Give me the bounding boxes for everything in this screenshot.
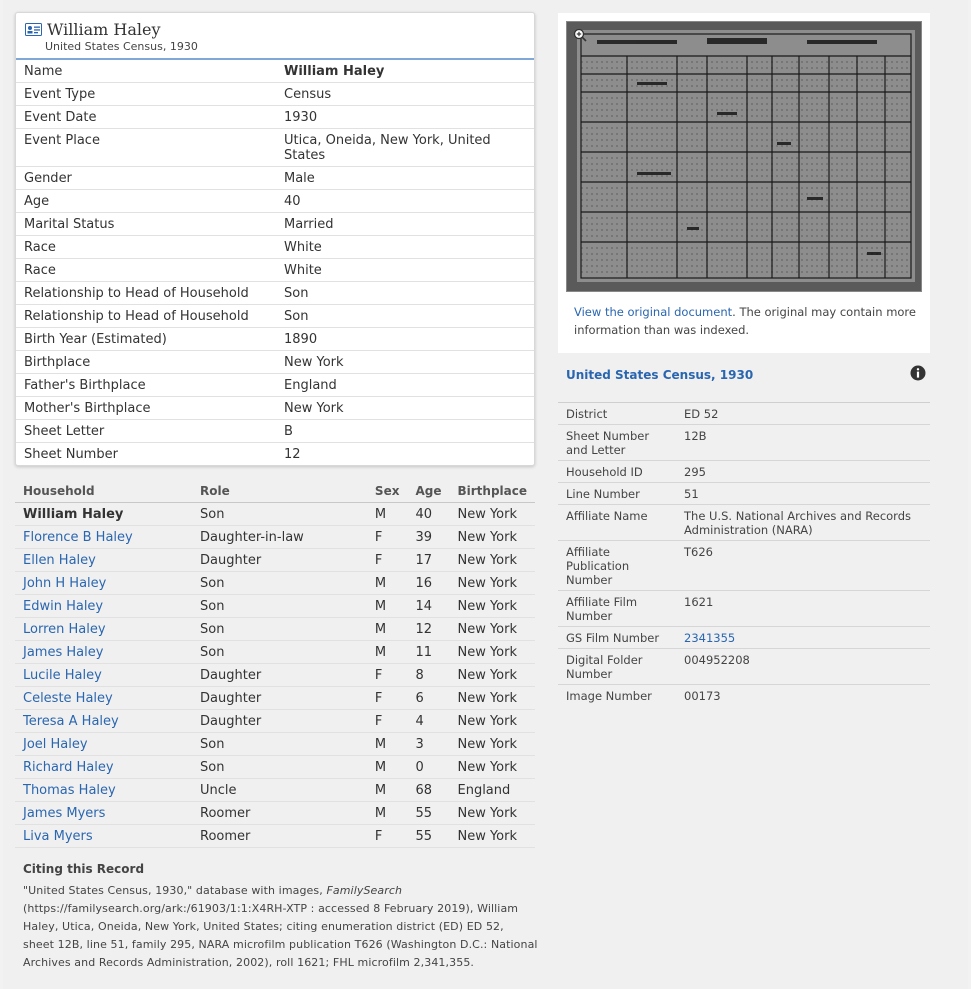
household-row — [15, 687, 535, 710]
fact-label: Event Date — [16, 106, 276, 129]
household-row — [15, 526, 535, 549]
image-card — [558, 13, 930, 353]
fact-value: Son — [276, 305, 534, 328]
citation-after: (https://familysearch.org/ark:/61903/1:1:X4RH-XTP : accessed 8 February 2019), William Haley, Utica, Oneida, New York, United States; citing enumeration district (ED) ED 52, sheet 12B, line 51, family 295, NARA microfilm publication T626 (Washington D.C.: National Archives and Records Administration, 2002), roll 1621; FHL microfilm 2,341,355. — [23, 902, 538, 969]
fact-row — [16, 397, 534, 420]
fact-row — [16, 282, 534, 305]
household-member-birthplace: New York — [449, 802, 535, 825]
document-image-graphic — [567, 22, 922, 292]
household-member-link[interactable]: James Myers — [23, 806, 106, 821]
fact-value: Census — [276, 83, 534, 106]
household-member-role: Son — [192, 618, 367, 641]
household-member-age: 55 — [407, 802, 449, 825]
household-member-role: Daughter — [192, 710, 367, 733]
household-member-sex: M — [367, 779, 408, 802]
fact-row — [16, 259, 534, 282]
fact-row — [16, 443, 534, 466]
source-value: The U.S. National Archives and Records Administration (NARA) — [676, 505, 930, 541]
household-header-row — [15, 480, 535, 503]
source-row — [558, 627, 930, 649]
household-member-role: Daughter — [192, 549, 367, 572]
household-member-birthplace: New York — [449, 710, 535, 733]
page — [3, 0, 968, 989]
household-member-role: Son — [192, 756, 367, 779]
source-row — [558, 461, 930, 483]
source-title-link[interactable]: United States Census, 1930 — [566, 368, 754, 382]
household-member-link[interactable]: Edwin Haley — [23, 599, 104, 614]
source-row — [558, 483, 930, 505]
household-member-birthplace: New York — [449, 549, 535, 572]
household-member-link[interactable]: James Haley — [23, 645, 104, 660]
household-member-role: Daughter-in-law — [192, 526, 367, 549]
household-member-age: 6 — [407, 687, 449, 710]
source-label: Sheet Number and Letter — [558, 425, 676, 461]
household-row — [15, 595, 535, 618]
source-table — [558, 402, 930, 706]
household-member-age: 40 — [407, 503, 449, 526]
fact-label: Relationship to Head of Household — [16, 305, 276, 328]
household-member-birthplace: New York — [449, 618, 535, 641]
household-member-role: Roomer — [192, 802, 367, 825]
household-member-role: Son — [192, 641, 367, 664]
info-icon[interactable] — [910, 365, 926, 381]
source-label: Image Number — [566, 689, 652, 703]
col-sex: Sex — [367, 480, 408, 503]
fact-row — [16, 60, 534, 83]
fact-value: William Haley — [276, 60, 534, 83]
household-member-sex: F — [367, 687, 408, 710]
household-member-sex: M — [367, 618, 408, 641]
source-label: Household ID — [558, 461, 676, 483]
household-member-sex: F — [367, 549, 408, 572]
household-member-sex: M — [367, 572, 408, 595]
household-member-link[interactable]: Teresa A Haley — [23, 714, 119, 729]
household-member-name — [15, 802, 192, 825]
household-member-birthplace: New York — [449, 641, 535, 664]
household-member-sex: F — [367, 526, 408, 549]
household-member-birthplace: New York — [449, 572, 535, 595]
household-member-birthplace: New York — [449, 664, 535, 687]
household-member-sex: M — [367, 641, 408, 664]
record-card-icon — [25, 23, 42, 36]
fact-label: Sheet Number — [24, 447, 118, 462]
fact-label: Marital Status — [16, 213, 276, 236]
household-member-birthplace: New York — [449, 756, 535, 779]
source-value: 51 — [676, 483, 930, 505]
household-member-sex: F — [367, 710, 408, 733]
fact-row — [16, 83, 534, 106]
source-row — [558, 425, 930, 461]
fact-label: Sheet Letter — [16, 420, 276, 443]
household-member-age: 3 — [407, 733, 449, 756]
source-value: 295 — [676, 461, 930, 483]
record-card — [15, 12, 535, 466]
household-row — [15, 802, 535, 825]
col-age: Age — [407, 480, 449, 503]
source-value: T626 — [676, 541, 930, 591]
household-member-sex: M — [367, 802, 408, 825]
household-member-sex: M — [367, 733, 408, 756]
household-member-link[interactable]: Lorren Haley — [23, 622, 106, 637]
household-row — [15, 710, 535, 733]
fact-label: Gender — [16, 167, 276, 190]
household-member-role: Daughter — [192, 664, 367, 687]
fact-value: White — [276, 236, 534, 259]
household-member-name — [15, 756, 192, 779]
fact-label: Birthplace — [16, 351, 276, 374]
household-member-name — [15, 572, 192, 595]
household-member-birthplace: New York — [449, 733, 535, 756]
household-row — [15, 779, 535, 802]
household-member-age: 0 — [407, 756, 449, 779]
record-title-row — [25, 20, 525, 39]
source-label: Digital Folder Number — [558, 649, 676, 685]
record-header — [16, 13, 534, 60]
household-member-link[interactable]: Ellen Haley — [23, 553, 96, 568]
household-member-age: 4 — [407, 710, 449, 733]
gs-film-number-link[interactable]: 2341355 — [684, 631, 736, 645]
fact-label: Age — [16, 190, 276, 213]
fact-row — [16, 129, 534, 167]
fact-value: 12 — [284, 447, 301, 462]
household-row — [15, 825, 535, 848]
image-caption-rest: . The original may contain more information than was indexed. — [574, 305, 916, 337]
household-row — [15, 503, 535, 526]
fact-value: New York — [276, 397, 534, 420]
household-member-birthplace: New York — [449, 687, 535, 710]
household-member-sex: M — [367, 756, 408, 779]
household-member-link[interactable]: Celeste Haley — [23, 691, 113, 706]
household-member-birthplace: New York — [449, 825, 535, 848]
fact-value: 1930 — [276, 106, 534, 129]
source-label: Line Number — [558, 483, 676, 505]
household-member-name — [15, 549, 192, 572]
household-member-sex: M — [367, 595, 408, 618]
citation — [23, 862, 538, 972]
household-row — [15, 733, 535, 756]
household-member-name — [15, 825, 192, 848]
household-member-age: 39 — [407, 526, 449, 549]
fact-value: Married — [276, 213, 534, 236]
fact-value: Son — [276, 282, 534, 305]
fact-row — [16, 351, 534, 374]
fact-label: Name — [16, 60, 276, 83]
fact-label: Event Place — [16, 129, 276, 167]
fact-label: Father's Birthplace — [16, 374, 276, 397]
record-facts — [16, 60, 534, 465]
household-member-role: Son — [192, 733, 367, 756]
zoom-in-icon[interactable] — [573, 28, 587, 42]
source-value: ED 52 — [676, 403, 930, 425]
household-member-name: William Haley — [15, 503, 192, 526]
household-member-sex: M — [367, 503, 408, 526]
household-member-birthplace: England — [449, 779, 535, 802]
household-member-birthplace: New York — [449, 503, 535, 526]
household-member-sex: F — [367, 664, 408, 687]
household-member-age: 68 — [407, 779, 449, 802]
fact-value: 40 — [276, 190, 534, 213]
record-subtitle: United States Census, 1930 — [45, 40, 198, 53]
col-household: Household — [15, 480, 192, 503]
source-label: Affiliate Name — [558, 505, 676, 541]
fact-row — [16, 236, 534, 259]
citation-before: "United States Census, 1930," database with images, — [23, 884, 327, 897]
household-table — [15, 480, 535, 848]
source-value: 00173 — [684, 689, 721, 703]
source-value: 004952208 — [676, 649, 930, 685]
fact-label: Event Type — [16, 83, 276, 106]
source-row — [558, 685, 930, 707]
fact-value: England — [276, 374, 534, 397]
household-member-role: Uncle — [192, 779, 367, 802]
fact-row — [16, 106, 534, 129]
household-row — [15, 756, 535, 779]
col-role: Role — [192, 480, 367, 503]
household-member-birthplace: New York — [449, 526, 535, 549]
view-original-link[interactable]: View the original document — [574, 305, 733, 319]
fact-row — [16, 305, 534, 328]
household-member-name — [15, 618, 192, 641]
source-value — [676, 627, 930, 649]
fact-value: New York — [276, 351, 534, 374]
household-member-link[interactable]: John H Haley — [23, 576, 107, 591]
household-member-role: Roomer — [192, 825, 367, 848]
household-row — [15, 549, 535, 572]
fact-value: Male — [276, 167, 534, 190]
record-title: William Haley — [47, 20, 161, 39]
source-row — [558, 649, 930, 685]
citation-italic: FamilySearch — [326, 884, 403, 897]
fact-label: Mother's Birthplace — [16, 397, 276, 420]
source-label: Affiliate Film Number — [558, 591, 676, 627]
fact-value: White — [276, 259, 534, 282]
source-label: District — [558, 403, 676, 425]
fact-row — [16, 190, 534, 213]
fact-value: B — [276, 420, 534, 443]
household-member-name — [15, 710, 192, 733]
fact-value: 1890 — [276, 328, 534, 351]
image-caption — [574, 303, 919, 339]
household-row — [15, 641, 535, 664]
household-row — [15, 664, 535, 687]
fact-row — [16, 420, 534, 443]
household-member-name — [15, 641, 192, 664]
household-member-link[interactable]: Thomas Haley — [23, 783, 116, 798]
fact-row — [16, 213, 534, 236]
source-row — [558, 541, 930, 591]
household-member-name — [15, 779, 192, 802]
citation-text — [23, 882, 538, 972]
source-label: Affiliate Publication Number — [558, 541, 676, 591]
household-member-age: 14 — [407, 595, 449, 618]
household-member-name — [15, 687, 192, 710]
household-row — [15, 572, 535, 595]
household-member-age: 11 — [407, 641, 449, 664]
household-member-link[interactable]: Liva Myers — [23, 829, 93, 844]
household-member-age: 17 — [407, 549, 449, 572]
source-row — [558, 403, 930, 425]
household-member-role: Son — [192, 595, 367, 618]
household-member-birthplace: New York — [449, 595, 535, 618]
source-row — [558, 591, 930, 627]
citation-heading: Citing this Record — [23, 862, 145, 876]
household-member-sex: F — [367, 825, 408, 848]
household-member-link[interactable]: Florence B Haley — [23, 530, 133, 545]
household-member-role: Son — [192, 503, 367, 526]
source-value: 1621 — [676, 591, 930, 627]
source-row — [558, 505, 930, 541]
household-member-name — [15, 733, 192, 756]
household-member-age: 55 — [407, 825, 449, 848]
fact-label: Race — [16, 259, 276, 282]
household-row — [15, 618, 535, 641]
household-member-role: Daughter — [192, 687, 367, 710]
source-value: 12B — [676, 425, 930, 461]
col-birthplace: Birthplace — [449, 480, 535, 503]
household-member-link[interactable]: Lucile Haley — [23, 668, 102, 683]
household-member-link[interactable]: Joel Haley — [23, 737, 88, 752]
household-member-name — [15, 664, 192, 687]
fact-label: Race — [16, 236, 276, 259]
source-label: GS Film Number — [558, 627, 676, 649]
fact-row — [16, 167, 534, 190]
household-member-link[interactable]: Richard Haley — [23, 760, 114, 775]
household-member-age: 12 — [407, 618, 449, 641]
household-member-name — [15, 595, 192, 618]
fact-label: Relationship to Head of Household — [16, 282, 276, 305]
fact-value: Utica, Oneida, New York, United States — [276, 129, 534, 167]
fact-label: Birth Year (Estimated) — [16, 328, 276, 351]
fact-row — [16, 374, 534, 397]
household-member-role: Son — [192, 572, 367, 595]
household-member-name — [15, 526, 192, 549]
household-member-age: 8 — [407, 664, 449, 687]
document-image[interactable] — [566, 21, 922, 292]
fact-row — [16, 328, 534, 351]
household-member-age: 16 — [407, 572, 449, 595]
